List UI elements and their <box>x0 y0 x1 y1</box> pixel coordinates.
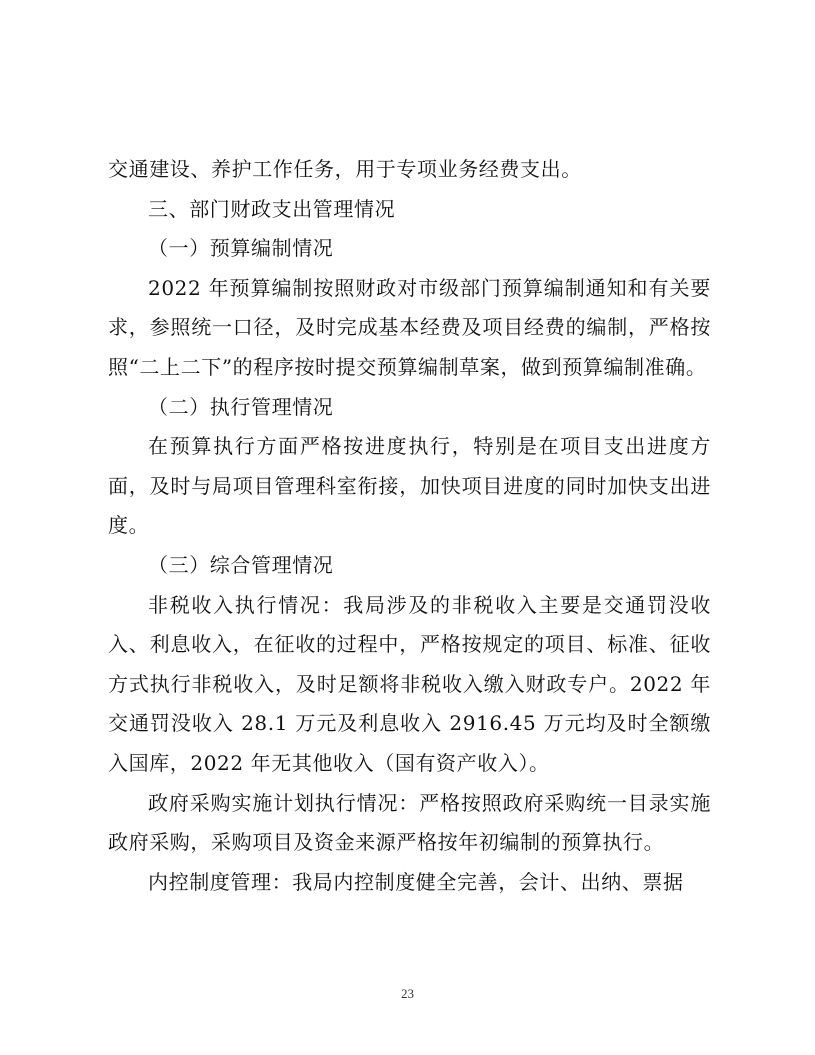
subheading-budget-preparation: （一）预算编制情况 <box>148 236 334 261</box>
paragraph-internal-control: 内控制度管理：我局内控制度健全完善，会计、出纳、票据 <box>148 869 684 894</box>
paragraph-budget-preparation: 2022 年预算编制按照财政对市级部门预算编制通知和有关要求，参照统一口径，及时完成基本经费及项目经费的编制，严格按照“二上二下”的程序按时提交预算编制草案，做到预算编制准确。 <box>108 275 711 379</box>
subheading-execution-management: （二）执行管理情况 <box>148 394 334 419</box>
page-number: 23 <box>401 986 414 1001</box>
paragraph-continuation: 交通建设、养护工作任务，用于专项业务经费支出。 <box>108 157 582 181</box>
subheading-comprehensive-management: （三）综合管理情况 <box>148 552 334 577</box>
paragraph-government-procurement: 政府采购实施计划执行情况：严格按照政府采购统一目录实施政府采购，采购项目及资金来源严格按年初编制的预算执行。 <box>108 790 711 855</box>
paragraph-non-tax-revenue: 非税收入执行情况：我局涉及的非税收入主要是交通罚没收入、利息收入，在征收的过程中，严格按规定的项目、标准、征收方式执行非税收入，及时足额将非税收入缴入财政专户。2022 年交通罚没收入 28.1 万元及利息收入 2916.45 万元均及时全额缴入国库，2022 年无其他收入（国有资产收入）。 <box>108 592 711 775</box>
document-body <box>108 150 711 902</box>
paragraph-execution-management: 在预算执行方面严格按进度执行，特别是在项目支出进度方面，及时与局项目管理科室衔接，加快项目进度的同时加快支出进度。 <box>108 434 711 538</box>
section-heading-3: 三、部门财政支出管理情况 <box>148 196 396 221</box>
